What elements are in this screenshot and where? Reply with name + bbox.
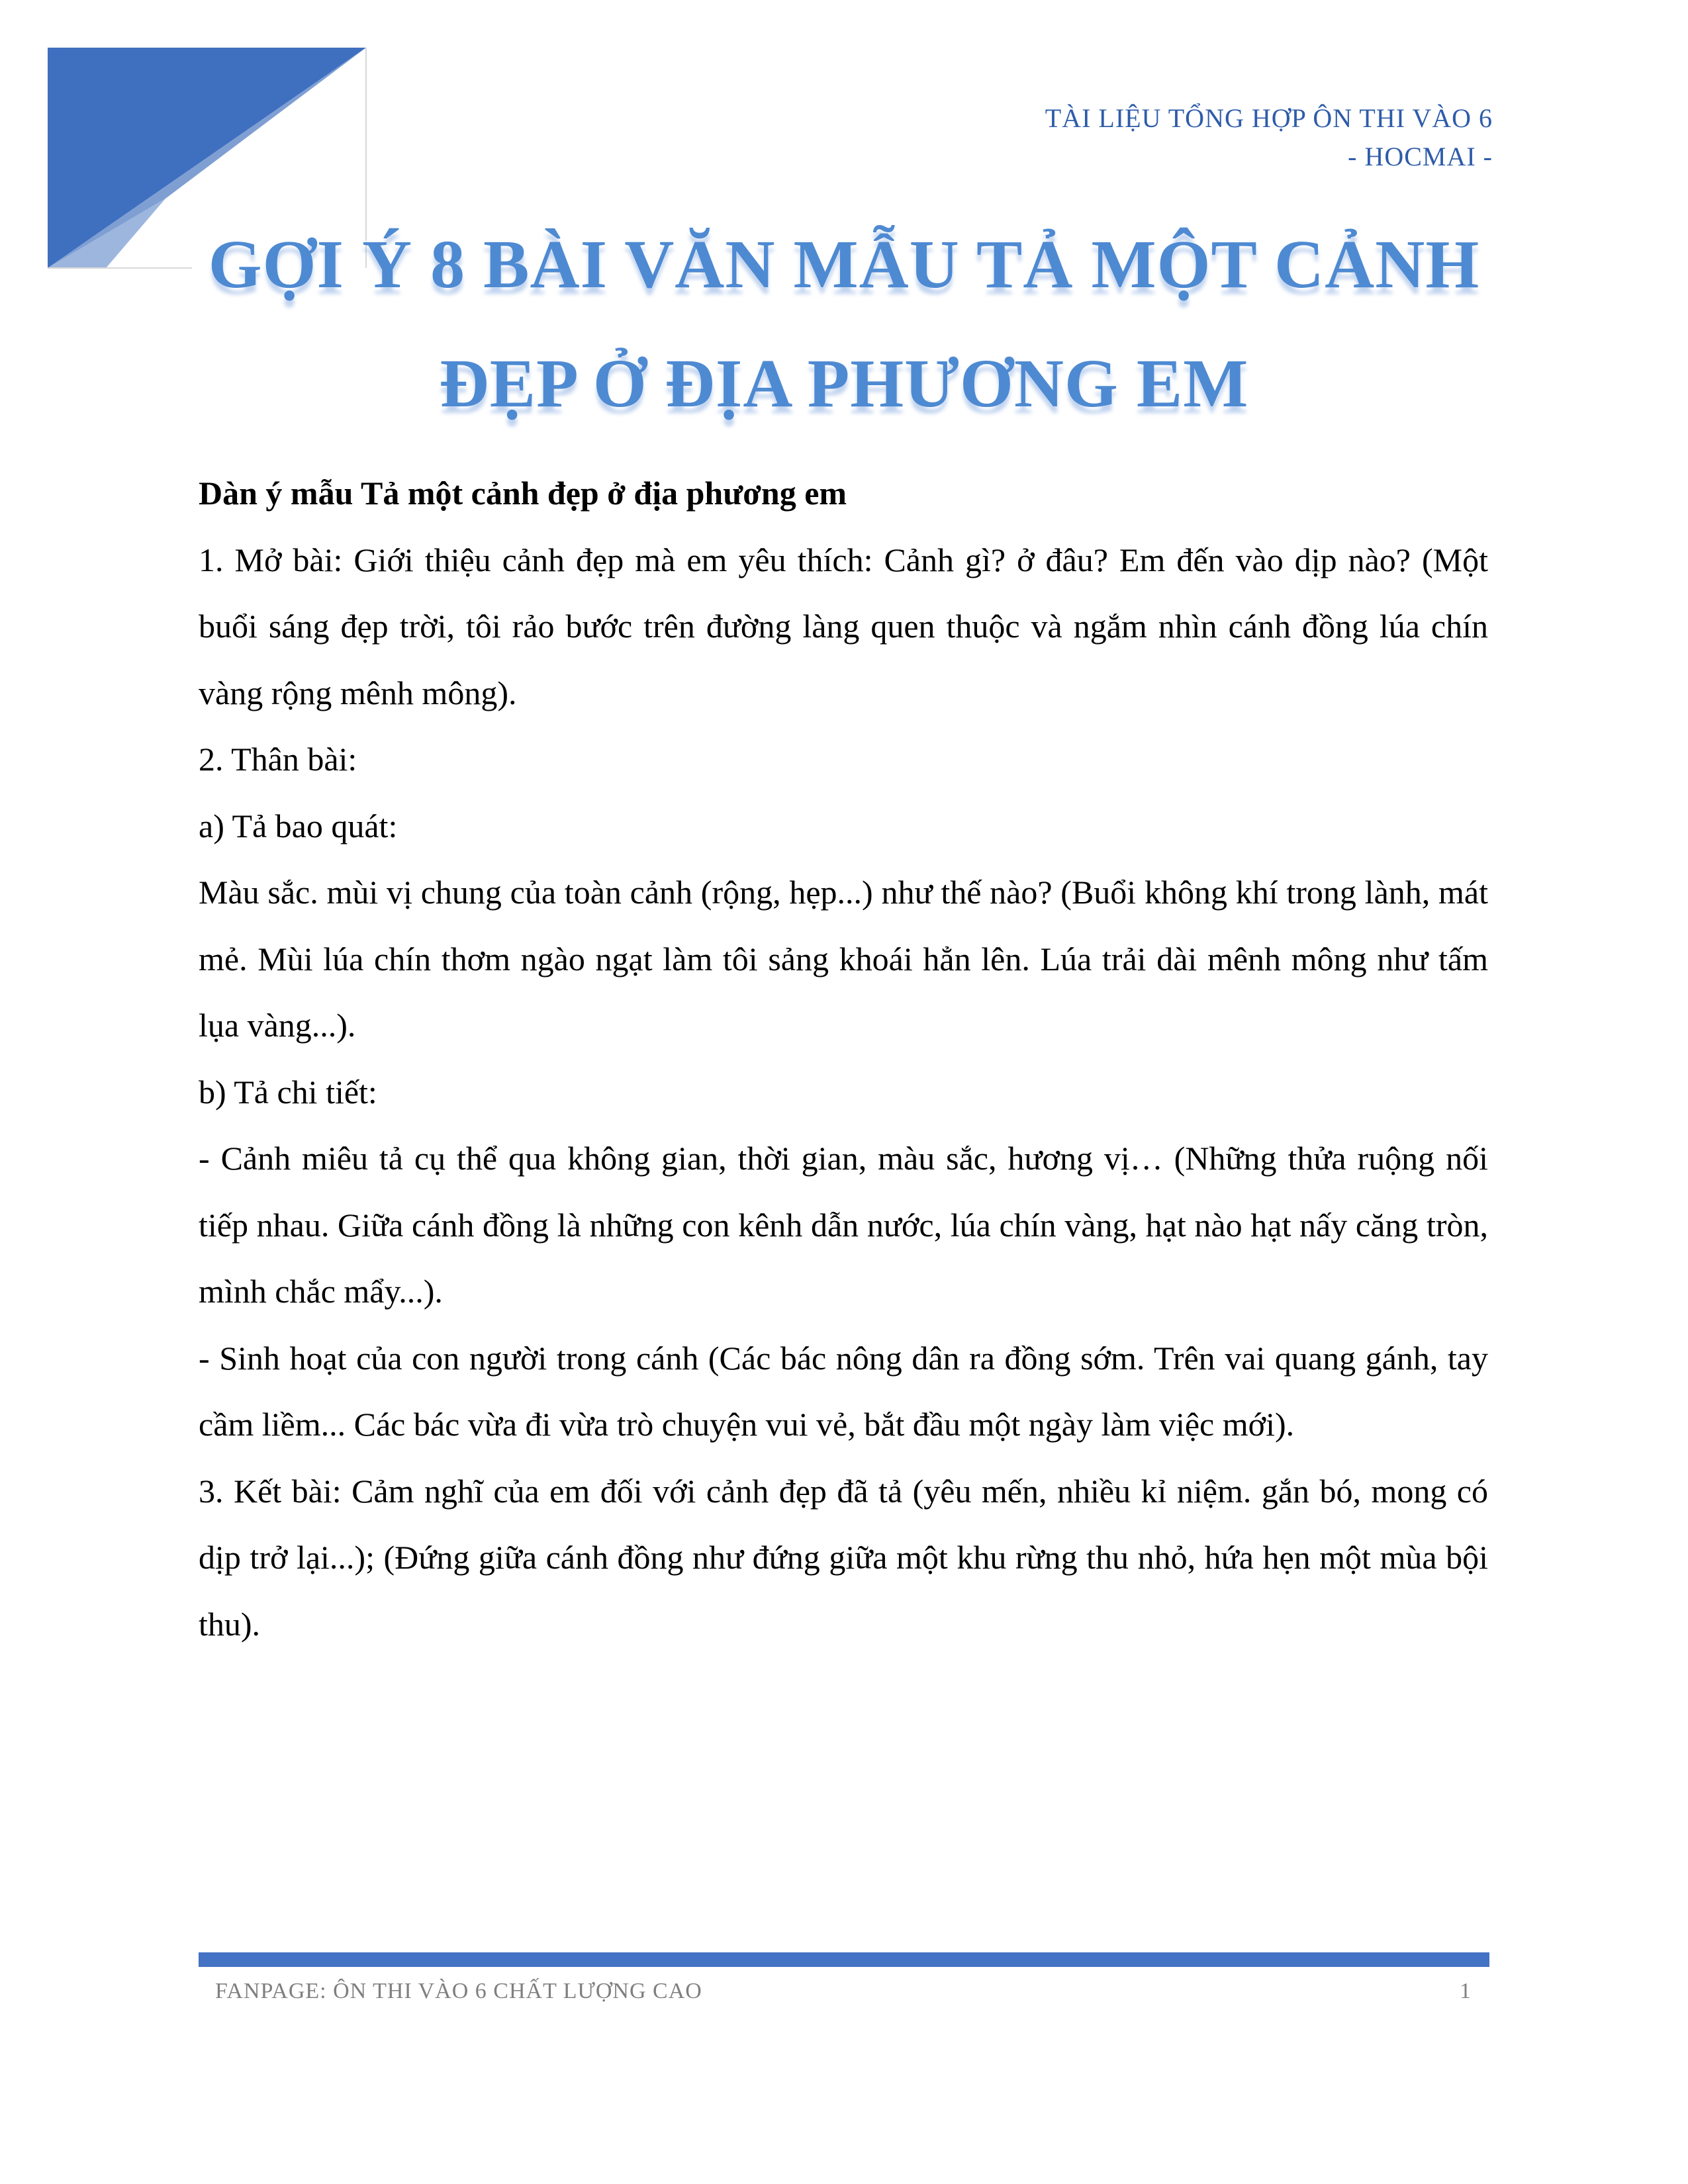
paragraph-detail-scene: - Cảnh miêu tả cụ thể qua không gian, thời gian, màu sắc, hương vị… (Những thửa ruộng nối tiếp nhau. Giữa cánh đồng là những con kênh dẫn nước, lúa chín vàng, hạt nào hạt nấy căng tròn, mình chắc mẩy...). (199, 1140, 1488, 1310)
paragraph-conclusion: 3. Kết bài: Cảm nghĩ của em đối với cảnh đẹp đã tả (yêu mến, nhiều kỉ niệm. gắn bó, mong có dịp trở lại...); (Đứng giữa cánh đồng như đứng giữa một khu rừng thu nhỏ, hứa hẹn một mùa bội thu). (199, 1472, 1488, 1643)
paragraph-detail-heading: b) Tả chi tiết: (199, 1073, 377, 1111)
document-body (199, 460, 1488, 1657)
paragraph-intro: 1. Mở bài: Giới thiệu cảnh đẹp mà em yêu thích: Cảnh gì? ở đâu? Em đến vào dịp nào? (Một buổi sáng đẹp trời, tôi rảo bước trên đường làng quen thuộc và ngắm nhìn cánh đồng lúa chín vàng rộng mênh mông). (199, 541, 1488, 711)
page-number: 1 (1460, 1979, 1471, 2003)
document-header (897, 99, 1493, 176)
page-title-line-1: GỢI Ý 8 BÀI VĂN MẪU TẢ MỘT CẢNH (208, 226, 1480, 302)
footer-fanpage: FANPAGE: ÔN THI VÀO 6 CHẤT LƯỢNG CAO (215, 1979, 702, 2003)
paragraph-overview-heading: a) Tả bao quát: (199, 807, 398, 844)
page-title-line-2: ĐẸP Ở ĐỊA PHƯƠNG EM (439, 345, 1249, 422)
header-title: TÀI LIỆU TỔNG HỢP ÔN THI VÀO 6 (1045, 103, 1493, 133)
paragraph-detail-people: - Sinh hoạt của con người trong cánh (Các bác nông dân ra đồng sớm. Trên vai quang gánh, tay cầm liềm... Các bác vừa đi vừa trò chuyện vui vẻ, bắt đầu một ngày làm việc mới). (199, 1339, 1488, 1443)
paragraph-overview: Màu sắc. mùi vị chung của toàn cảnh (rộng, hẹp...) như thế nào? (Buổi không khí trong lành, mát mẻ. Mùi lúa chín thơm ngào ngạt làm tôi sảng khoái hẳn lên. Lúa trải dài mênh mông như tấm lụa vàng...). (199, 874, 1488, 1044)
section-subtitle: Dàn ý mẫu Tả một cảnh đẹp ở địa phương em (199, 475, 847, 512)
footer-divider (199, 1952, 1489, 1967)
paragraph-body-heading: 2. Thân bài: (199, 741, 357, 778)
header-brand: - HOCMAI - (1348, 142, 1493, 171)
